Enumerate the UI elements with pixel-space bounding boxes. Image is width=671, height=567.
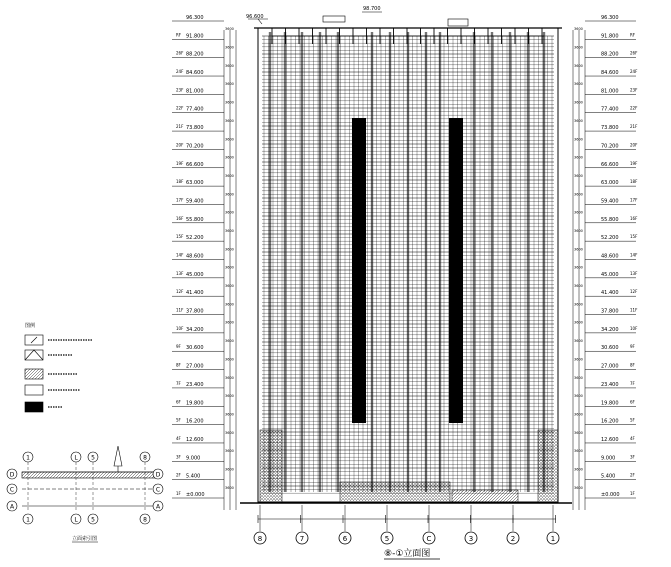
elevation-label: 70.200 [186,143,204,150]
podium-left [260,430,282,502]
elevation-label: 23.400 [186,381,204,388]
floor-label: 11F [176,307,184,313]
elevation-label: 55.800 [601,216,619,223]
elevation-label: 41.400 [186,290,204,297]
elevation-label: 52.200 [601,235,619,242]
floor-label: 18F [176,179,184,185]
floor-height-mark: 3600 [225,155,234,160]
facade-pier [319,32,321,492]
floor-label: 5F [176,417,181,423]
floor-height-mark: 3600 [225,375,234,380]
elevation-label: 88.200 [186,51,204,58]
floor-label: 4F [630,435,635,441]
floor-height-mark: 3600 [574,27,583,32]
floor-label: 24F [176,69,184,75]
floor-height-mark: 3600 [225,265,234,270]
facade-pier [301,32,303,492]
keyplan-axis-label-top: 1 [26,454,30,462]
north-arrow-icon [114,446,122,466]
core-strip-left [352,118,366,423]
elevation-label: 73.800 [601,125,619,132]
floor-label: 6F [176,399,181,405]
axis-label: 5 [384,535,390,543]
floor-height-mark: 3600 [225,192,234,197]
floor-height-mark: 3600 [574,412,583,417]
facade-pier [543,32,545,492]
facade-pier [473,32,475,492]
floor-height-mark: 3600 [225,173,234,178]
floor-height-mark: 3600 [225,485,234,490]
elevation-label: 91.800 [601,33,619,40]
floor-label: 1F [630,491,635,496]
floor-label: 17F [176,197,184,203]
floor-label: 20F [630,142,638,148]
elevation-label: 81.000 [186,88,204,95]
floor-label: 26F [630,50,638,56]
floor-label: 11F [630,307,638,313]
axis-label: 6 [342,535,348,543]
elevation-label: 19.800 [186,400,204,407]
podium-right [538,430,558,502]
floor-height-mark: 3600 [225,118,234,123]
floor-label: 23F [630,87,638,93]
floor-label: 12F [630,289,638,295]
core-strip-right [449,118,463,423]
floor-height-mark: 3600 [574,82,583,87]
building-facade [254,28,562,502]
floor-label: 13F [630,270,638,276]
floor-height-mark: 3600 [225,247,234,252]
elevation-label: 5.400 [601,473,616,480]
floor-height-mark: 3600 [225,27,234,32]
bottom-axis-row [254,505,559,544]
legend-swatch-5 [25,402,43,412]
axis-label: C [426,535,432,543]
floor-label: 26F [176,50,184,56]
floor-label: 9F [176,344,181,350]
entrance-canopy [340,482,450,502]
floor-height-mark: 3600 [574,284,583,289]
elevation-label: ±0.000 [186,492,205,498]
elevation-label: 63.000 [186,180,204,187]
elevation-label: 16.200 [601,418,619,425]
floor-label: 8F [630,362,635,368]
floor-height-mark: 3600 [574,320,583,325]
elevation-label: 66.600 [601,161,619,168]
floor-label: 14F [630,252,638,258]
left-elevation-scale [172,15,236,510]
elevation-label: 34.200 [186,326,204,333]
floor-label: 1F [176,491,181,496]
keyplan-axis-label-bottom: L [74,516,78,524]
floor-height-mark: 3600 [225,284,234,289]
legend-swatch-4 [25,385,43,395]
floor-label: RF [176,32,182,38]
elevation-label: 34.200 [601,326,619,333]
floor-height-mark: 3600 [574,137,583,142]
elevation-label: 81.000 [601,88,619,95]
elevation-label: 96.300 [601,15,619,21]
floor-height-mark: 3600 [225,63,234,68]
facade-pier [527,32,529,492]
floor-label: 24F [630,69,638,75]
elevation-label: 77.400 [186,106,204,113]
elevation-label: 12.600 [601,436,619,443]
elevation-label: 66.600 [186,161,204,168]
floor-label: 16F [176,215,184,221]
facade-pier [371,32,373,492]
floor-label: 7F [176,380,181,386]
elevation-label: 9.000 [601,455,616,462]
floor-label: 23F [176,87,184,93]
floor-label: 19F [176,160,184,166]
axis-label: 2 [510,535,516,543]
elevation-label: 48.600 [186,253,204,260]
facade-pier [284,32,286,492]
floor-label: 17F [630,197,638,203]
elevation-label: 84.600 [186,70,204,77]
floor-height-mark: 3600 [574,302,583,307]
elevation-label: 77.400 [601,106,619,113]
floor-label: 15F [176,234,184,240]
entrance-steps [452,490,518,502]
floor-label: 2F [630,472,635,478]
floor-height-mark: 3600 [574,247,583,252]
floor-height-mark: 3600 [225,302,234,307]
elevation-label: 45.000 [601,271,619,278]
elevation-label: 27.000 [601,363,619,370]
facade-pier [439,32,441,492]
key-plan [7,446,163,542]
elevation-label: 23.400 [601,381,619,388]
roof-labels [246,6,468,26]
floor-label: 2F [176,472,181,478]
roof-label-center: 98.700 [363,6,381,12]
elevation-label: 27.000 [186,363,204,370]
keyplan-axis-label-top: L [74,454,78,462]
elevation-label: 37.800 [186,308,204,315]
podium-hatch [240,430,572,523]
elevation-label: 70.200 [601,143,619,150]
floor-label: 22F [176,105,184,111]
axis-label: 8 [257,535,263,543]
elevation-label: 12.600 [186,436,204,443]
elevation-label: 30.600 [186,345,204,352]
floor-height-mark: 3600 [225,45,234,50]
floor-height-mark: 3600 [574,210,583,215]
keyplan-axis-label-bottom: 5 [91,516,95,524]
floor-height-mark: 3600 [574,155,583,160]
keyplan-caption: 立面索引图 [72,536,98,542]
floor-label: 15F [630,234,638,240]
floor-label: 21F [630,124,638,130]
floor-height-mark: 3600 [574,430,583,435]
floor-label: 3F [630,454,635,460]
elevation-label: 48.600 [601,253,619,260]
floor-label: 16F [630,215,638,221]
drawing-title-block [384,547,440,559]
elevation-label: 37.800 [601,308,619,315]
elevation-label: 41.400 [601,290,619,297]
floor-height-mark: 3600 [574,394,583,399]
floor-label: 10F [176,325,184,331]
elevation-label: 19.800 [601,400,619,407]
keyplan-axis-label-top: 8 [143,454,147,462]
elevation-label: 59.400 [186,198,204,205]
floor-height-mark: 3600 [574,100,583,105]
floor-height-mark: 3600 [225,339,234,344]
elevation-label: 5.400 [186,473,201,480]
elevation-label: 30.600 [601,345,619,352]
right-elevation-scale [573,15,638,510]
roof-parapet [323,16,345,22]
elevation-label: 63.000 [601,180,619,187]
floor-height-mark: 3600 [574,173,583,178]
floor-label: 7F [630,380,635,386]
floor-height-mark: 3600 [574,375,583,380]
keyplan-side-label: C [9,486,15,494]
facade-pier [407,32,409,492]
floor-label: 5F [630,417,635,423]
elevation-label: 55.800 [186,216,204,223]
floor-height-mark: 3600 [225,228,234,233]
floor-height-mark: 3600 [225,100,234,105]
floor-height-mark: 3600 [225,449,234,454]
keyplan-side-label: C [155,486,161,494]
axis-label: 7 [299,535,305,543]
keyplan-strip [22,472,158,478]
floor-label: 4F [176,435,181,441]
legend [25,322,92,412]
elevation-label: 88.200 [601,51,619,58]
keyplan-axis-label-bottom: 8 [143,516,147,524]
elevation-label: 59.400 [601,198,619,205]
facade-pier [509,32,511,492]
keyplan-side-label: A [9,503,15,511]
elevation-label: 91.800 [186,33,204,40]
legend-heading: 图例 [25,323,36,329]
floor-height-mark: 3600 [574,118,583,123]
floor-height-mark: 3600 [574,357,583,362]
floor-label: 18F [630,179,638,185]
elevation-label: 96.300 [186,15,204,21]
floor-label: RF [630,32,636,38]
elevation-label: 52.200 [186,235,204,242]
floor-label: 20F [176,142,184,148]
floor-label: 21F [176,124,184,130]
facade-pier [491,32,493,492]
elevation-label: 16.200 [186,418,204,425]
elevation-label: 45.000 [186,271,204,278]
floor-height-mark: 3600 [225,357,234,362]
floor-label: 10F [630,325,638,331]
floor-height-mark: 3600 [574,228,583,233]
floor-height-mark: 3600 [225,430,234,435]
floor-label: 6F [630,399,635,405]
elevation-label: 73.800 [186,125,204,132]
keyplan-side-label: D [155,471,161,479]
floor-label: 22F [630,105,638,111]
roof-parapet-2 [448,19,468,26]
facade-pier [389,32,391,492]
floor-label: 12F [176,289,184,295]
floor-height-mark: 3600 [225,320,234,325]
floor-height-mark: 3600 [574,339,583,344]
legend-swatch-3 [25,369,43,379]
elevation-label: 9.000 [186,455,201,462]
facade-pier [337,32,339,492]
elevation-label: 84.600 [601,70,619,77]
roof-label-left: 96.600 [246,14,264,20]
keyplan-axis-label-top: 5 [91,454,95,462]
floor-height-mark: 3600 [574,63,583,68]
floor-height-mark: 3600 [225,137,234,142]
floor-label: 13F [176,270,184,276]
floor-label: 14F [176,252,184,258]
floor-label: 3F [176,454,181,460]
floor-height-mark: 3600 [225,82,234,87]
keyplan-axis-label-bottom: 1 [26,516,30,524]
keyplan-side-label: A [155,503,161,511]
axis-label: 3 [468,535,474,543]
keyplan-side-label: D [9,471,15,479]
facade-pier [269,32,271,492]
floor-height-mark: 3600 [574,45,583,50]
floor-label: 19F [630,160,638,166]
legend-swatch-2 [25,350,43,360]
elevation-label: ±0.000 [601,492,620,498]
floor-label: 9F [630,344,635,350]
floor-height-mark: 3600 [574,449,583,454]
facade-pier [425,32,427,492]
floor-height-mark: 3600 [225,467,234,472]
floor-label: 8F [176,362,181,368]
floor-height-mark: 3600 [574,485,583,490]
floor-height-mark: 3600 [225,210,234,215]
floor-height-mark: 3600 [225,394,234,399]
floor-height-mark: 3600 [574,467,583,472]
floor-height-mark: 3600 [574,192,583,197]
axis-label: 1 [550,535,556,543]
floor-height-mark: 3600 [574,265,583,270]
floor-height-mark: 3600 [225,412,234,417]
drawing-title: ⑧-①立面图 [384,549,431,559]
